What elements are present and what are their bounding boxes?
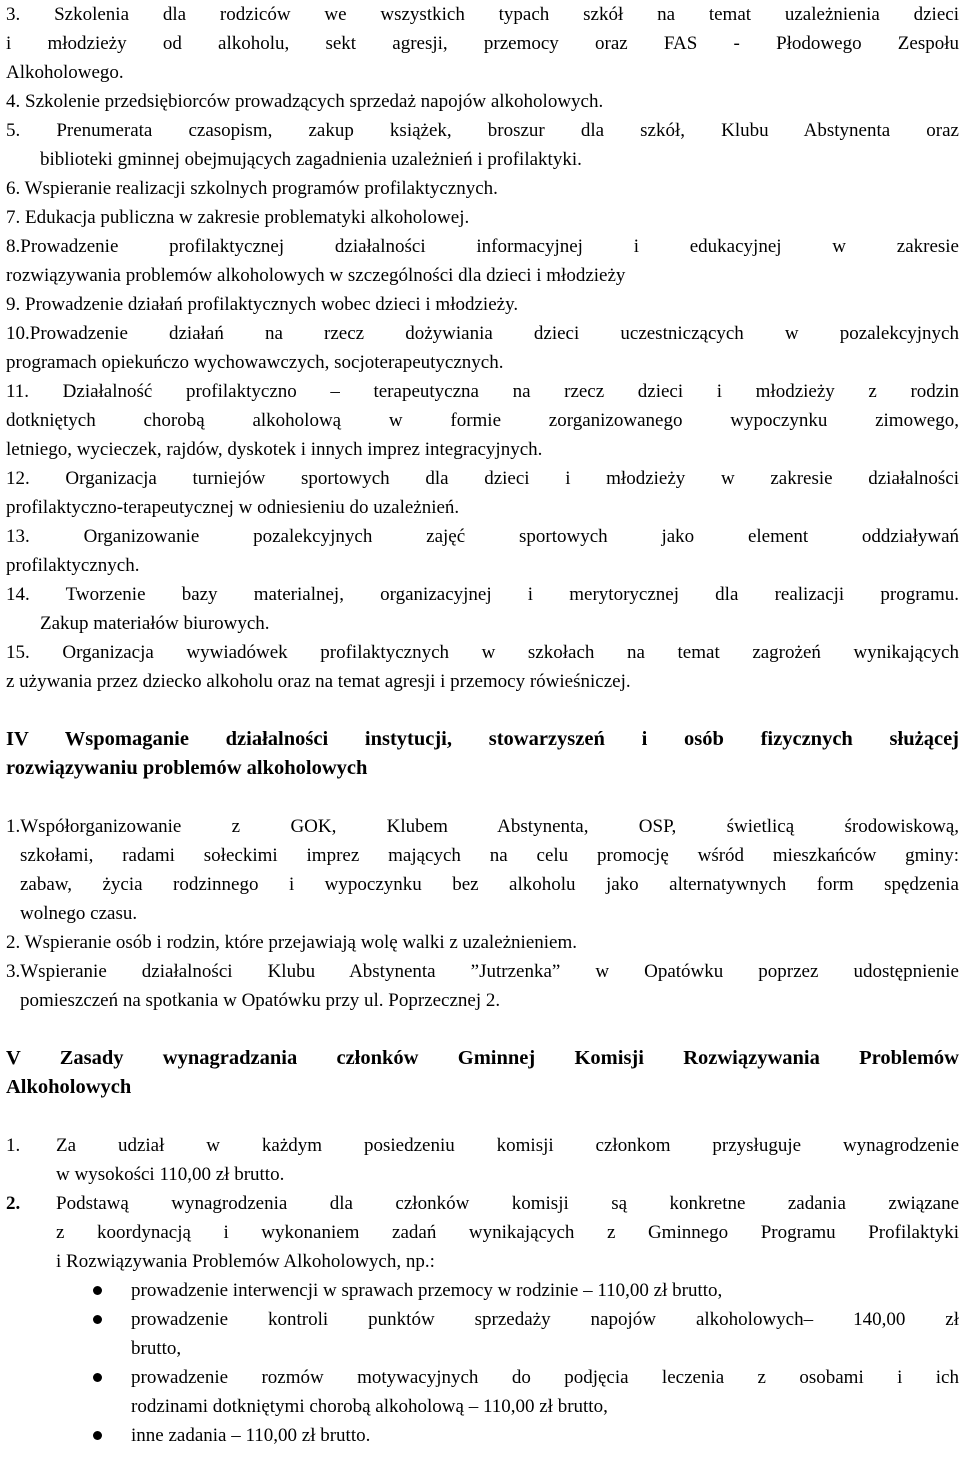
section-4-heading-line-1: IV Wspomaganie działalności instytucji, stowarzyszeń i osób fizycznych służącej <box>6 728 959 750</box>
item-7: 7. Edukacja publiczna w zakresie problematyki alkoholowej. <box>6 207 470 228</box>
bullet-3-line-1: prowadzenie rozmów motywacyjnych do podjęcia leczenia z osobami i ich <box>131 1367 959 1388</box>
section-4-item-1-line-4: wolnego czasu. <box>20 903 138 924</box>
item-15-line-2: z używania przez dziecko alkoholu oraz na temat agresji i przemocy rówieśniczej. <box>6 671 631 692</box>
section-5-item-2-number: 2. <box>6 1193 21 1214</box>
item-10-line-1: 10.Prowadzenie działań na rzecz dożywiania dzieci uczestniczących w pozalekcyjnych <box>6 323 959 344</box>
item-11-line-3: letniego, wycieczek, rajdów, dyskotek i innych imprez integracyjnych. <box>6 439 543 460</box>
bullet-dot <box>93 1315 102 1324</box>
section-4-item-3-line-2: pomieszczeń na spotkania w Opatówku przy ul. Poprzecznej 2. <box>20 990 501 1011</box>
bullet-2-line-1: prowadzenie kontroli punktów sprzedaży napojów alkoholowych– 140,00 zł <box>131 1309 959 1330</box>
section-4-item-1-line-3: zabaw, życia rodzinnego i wypoczynku bez alkoholu jako alternatywnych form spędzenia <box>20 874 959 895</box>
item-6: 6. Wspieranie realizacji szkolnych programów profilaktycznych. <box>6 178 498 199</box>
item-11-line-1: 11. Działalność profilaktyczno – terapeutyczna na rzecz dzieci i młodzieży z rodzin <box>6 381 959 402</box>
item-14-line-1: 14. Tworzenie bazy materialnej, organizacyjnej i merytorycznej dla realizacji programu. <box>6 584 959 605</box>
bullet-dot <box>93 1431 102 1440</box>
item-8-line-2: rozwiązywania problemów alkoholowych w szczególności dla dzieci i młodzieży <box>6 265 626 286</box>
item-13-line-1: 13. Organizowanie pozalekcyjnych zajęć sportowych jako element oddziaływań <box>6 526 959 547</box>
item-3-line-2: i młodzieży od alkoholu, sekt agresji, przemocy oraz FAS - Płodowego Zespołu <box>6 33 959 54</box>
section-5-item-2-line-2: z koordynacją i wykonaniem zadań wynikających z Gminnego Programu Profilaktyki <box>56 1222 959 1243</box>
section-5-heading-line-1: V Zasady wynagradzania członków Gminnej Komisji Rozwiązywania Problemów <box>6 1047 959 1069</box>
item-10-line-2: programach opiekuńczo wychowawczych, socjoterapeutycznych. <box>6 352 504 373</box>
bullet-dot <box>93 1286 102 1295</box>
item-3-line-3: Alkoholowego. <box>6 62 124 83</box>
bullet-2-line-2: brutto, <box>131 1338 182 1359</box>
bullet-1-text: prowadzenie interwencji w sprawach przemocy w rodzinie – 110,00 zł brutto, <box>131 1280 723 1301</box>
item-5-line-1: 5. Prenumerata czasopism, zakup książek, broszur dla szkół, Klubu Abstynenta oraz <box>6 120 959 141</box>
bullet-dot <box>93 1373 102 1382</box>
bullet-3-line-2: rodzinami dotkniętymi chorobą alkoholową – 110,00 zł brutto, <box>131 1396 608 1417</box>
section-4-item-1-line-1: 1.Współorganizowanie z GOK, Klubem Abstynenta, OSP, świetlicą środowiskową, <box>6 816 959 837</box>
item-13-line-2: profilaktycznych. <box>6 555 140 576</box>
section-4-item-1-line-2: szkołami, radami sołeckimi imprez mających na celu promocję wśród mieszkańców gminy: <box>20 845 959 866</box>
section-4-item-2: 2. Wspieranie osób i rodzin, które przejawiają wolę walki z uzależnieniem. <box>6 932 578 953</box>
item-14-line-2: Zakup materiałów biurowych. <box>40 613 270 634</box>
section-4-heading-line-2: rozwiązywaniu problemów alkoholowych <box>6 757 368 779</box>
bullet-4-text: inne zadania – 110,00 zł brutto. <box>131 1425 371 1446</box>
section-4-item-3-line-1: 3.Wspieranie działalności Klubu Abstynenta ”Jutrzenka” w Opatówku poprzez udostępnienie <box>6 961 959 982</box>
item-3-line-1: 3. Szkolenia dla rodziców we wszystkich typach szkół na temat uzależnienia dzieci <box>6 4 959 25</box>
section-5-item-2-line-1: Podstawą wynagrodzenia dla członków komisji są konkretne zadania związane <box>56 1193 959 1214</box>
section-5-heading-line-2: Alkoholowych <box>6 1076 132 1098</box>
item-5-line-2: biblioteki gminnej obejmujących zagadnienia uzależnień i profilaktyki. <box>40 149 582 170</box>
section-5-item-1-number: 1. <box>6 1135 21 1156</box>
item-11-line-2: dotkniętych chorobą alkoholową w formie zorganizowanego wypoczynku zimowego, <box>6 410 959 431</box>
section-5-item-2-line-3: i Rozwiązywania Problemów Alkoholowych, np.: <box>56 1251 435 1272</box>
item-4: 4. Szkolenie przedsiębiorców prowadzących sprzedaż napojów alkoholowych. <box>6 91 604 112</box>
section-5-item-1-line-2: w wysokości 110,00 zł brutto. <box>56 1164 285 1185</box>
item-12-line-2: profilaktyczno-terapeutycznej w odniesieniu do uzależnień. <box>6 497 460 518</box>
item-8-line-1: 8.Prowadzenie profilaktycznej działalności informacyjnej i edukacyjnej w zakresie <box>6 236 959 257</box>
item-12-line-1: 12. Organizacja turniejów sportowych dla dzieci i młodzieży w zakresie działalności <box>6 468 959 489</box>
section-5-item-1-line-1: Za udział w każdym posiedzeniu komisji członkom przysługuje wynagrodzenie <box>56 1135 959 1156</box>
item-15-line-1: 15. Organizacja wywiadówek profilaktycznych w szkołach na temat zagrożeń wynikających <box>6 642 959 663</box>
item-9: 9. Prowadzenie działań profilaktycznych wobec dzieci i młodzieży. <box>6 294 519 315</box>
